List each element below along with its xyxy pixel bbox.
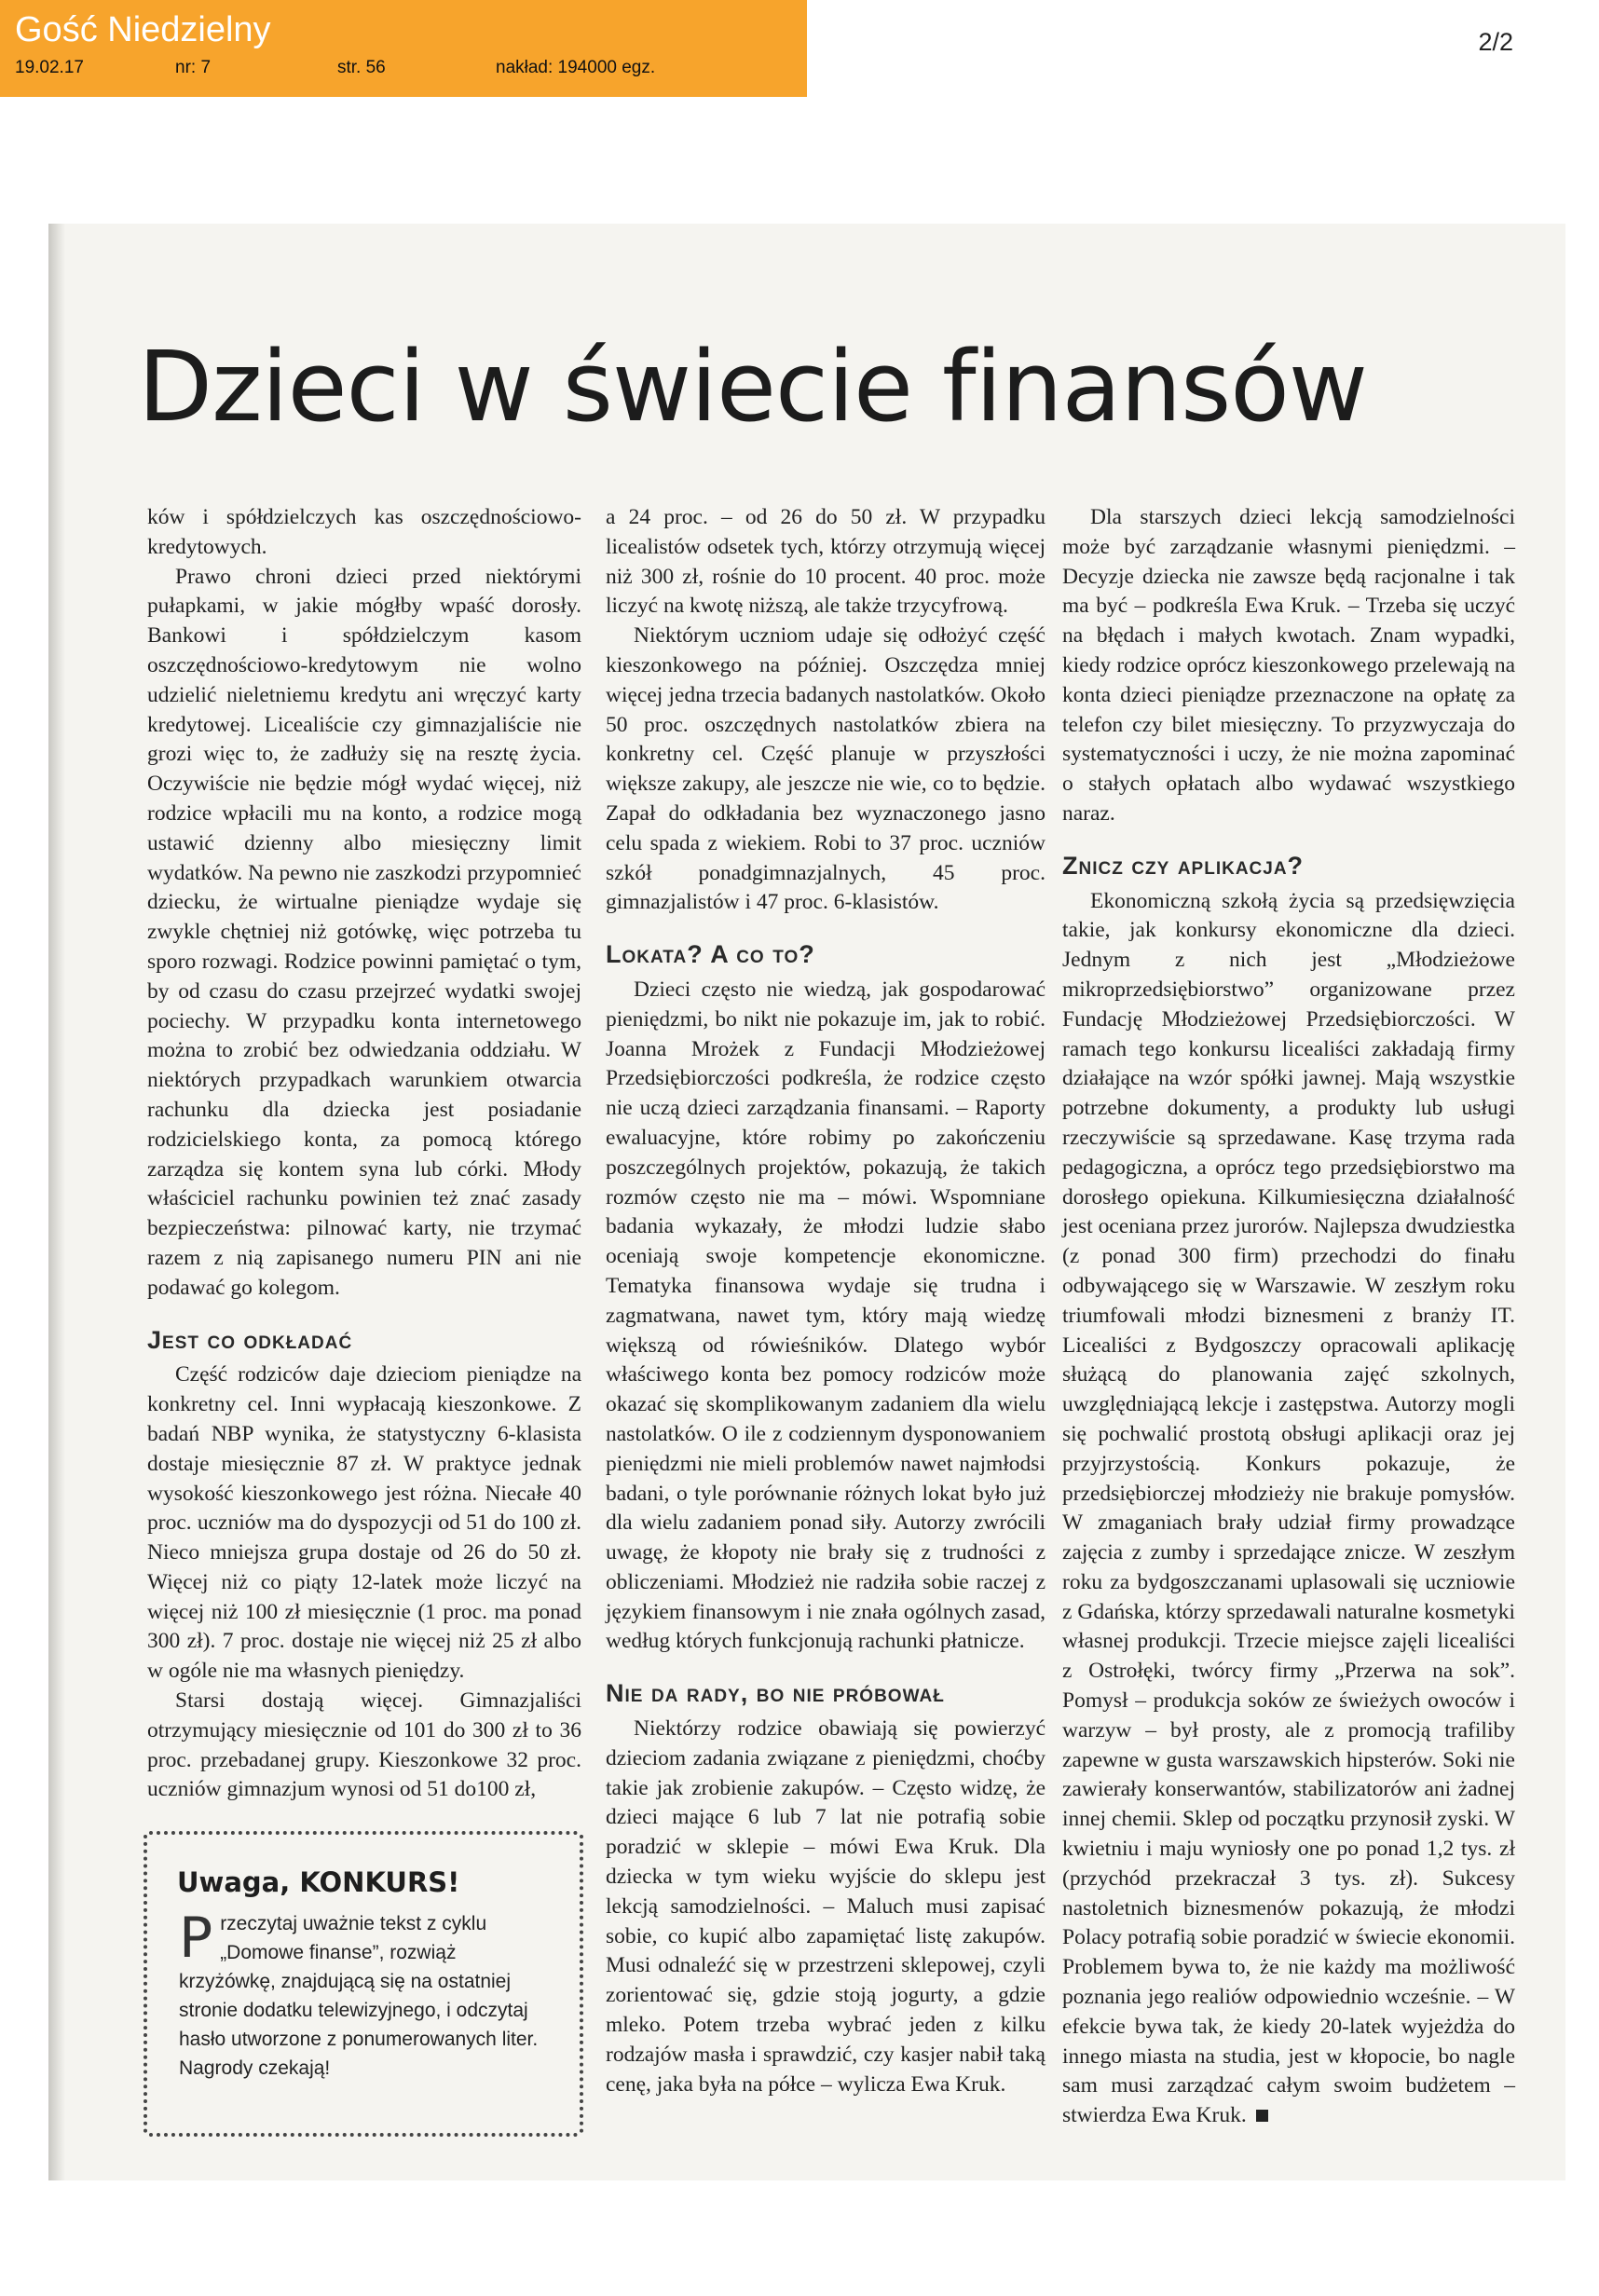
article-column-1 <box>147 503 581 1805</box>
circulation: nakład: 194000 egz. <box>496 58 656 77</box>
paragraph: Część rodziców daje dzieciom pieniądze na konkretny cel. Inni wypłacają kieszonkowe. Z badań NBP wynika, że statystyczny 6-klasista dostaje miesięcznie 87 zł. W praktyce jednak wysokość kieszonkowego jest różna. Niecałe 40 proc. uczniów ma do dyspozycji od 51 do 100 zł. Nieco mniejsza grupa dostaje od 26 do 50 zł. Więcej niż co piąty 12-latek może liczyć na więcej niż 100 zł miesięcznie (1 proc. ma ponad 300 zł). 7 proc. dostaje nie więcej niż 25 zł albo w ogóle nie ma własnych pieniędzy. <box>147 1362 581 1684</box>
page-indicator: 2/2 <box>1478 28 1513 56</box>
section-heading: Lokata? A co to? <box>606 940 815 969</box>
paragraph: a 24 proc. – od 26 do 50 zł. W przypadku licealistów odsetek tych, którzy otrzymują więcej niż 300 zł, rośnie do 10 procent. 40 proc. może liczyć na kwotę niższą, ale także trzycyfrową. <box>606 505 1046 619</box>
end-of-article-mark <box>1256 2110 1268 2122</box>
page-number-source: str. 56 <box>337 58 386 77</box>
section-heading: Znicz czy aplikacja? <box>1062 851 1305 880</box>
paragraph: Starsi dostają więcej. Gimnazjaliści otrzymujący miesięcznie od 101 do 300 zł to 36 proc. przebadanej grupy. Kieszonkowe 32 proc. uczniów gimnazjum wynosi od 51 do100 zł, <box>147 1688 581 1802</box>
issue-date: 19.02.17 <box>15 58 84 77</box>
publication-name: Gość Niedzielny <box>15 10 271 49</box>
contest-text: rzeczytaj uważnie tekst z cyklu „Domowe finanse”, rozwiąż krzyżówkę, znajdującą się na ostatniej stronie dodatku telewizyjnego, i odczytaj hasło utworzone z ponumerowanych liter. Nagrody czekają! <box>179 1913 539 2079</box>
issue-number: nr: 7 <box>175 58 212 77</box>
article-column-3 <box>1062 503 1515 2131</box>
article-title: Dzieci w świecie finansów <box>138 330 1367 444</box>
section-heading: Jest co odkładać <box>147 1325 353 1354</box>
contest-box <box>149 1831 578 2137</box>
paragraph: ków i spółdzielczych kas oszczędnościowo-kredytowych. <box>147 505 581 559</box>
paragraph: Prawo chroni dzieci przed niektórymi pułapkami, w jakie mógłby wpaść dorosły. Bankowi i spółdzielczym kasom oszczędnościowo-kredytowym nie wolno udzielić nieletniemu kredytu ani wręczyć karty kredytowej. Licealiście czy gimnazjaliście nie grozi więc to, że zadłuży się na resztę życia. Oczywiście nie będzie mógł wydać więcej, niż rodzice wpłacili mu na konto, a rodzice mogą ustawić dzienny albo miesięczny limit wydatków. Na pewno nie zaszkodzi przypomnieć dziecku, że wirtualne pieniądze wydaje się zwykle chętniej niż gotówkę, więc potrzeba tu sporo rozwagi. Rodzice powinni pamiętać o tym, by od czasu do czasu przejrzeć wydatki swojej pociechy. W przypadku konta internetowego można to zrobić bez odwiedzania oddziału. W niektórych przypadkach warunkiem otwarcia rachunku dla dziecka jest posiadanie rodzicielskiego konta, za pomocą którego zarządza się kontem syna lub córki. Młody właściciel rachunku powinien też znać zasady bezpieczeństwa: pilnować karty, nie trzymać razem z nią zapisanego numeru PIN ani nie podawać go kolegom. <box>147 564 581 1300</box>
drop-cap: P <box>179 1906 213 1971</box>
paragraph: Niektórym uczniom udaje się odłożyć część kieszonkowego na później. Oszczędza mniej więcej jedna trzecia badanych nastolatków. Około 50 proc. oszczędnych nastolatków zbiera na konkretny cel. Część planuje w przyszłości większe zakupy, ale jeszcze nie wie, co to będzie. Zapał do odkładania bez wyznaczonego jasno celu spada z wiekiem. Robi to 37 proc. uczniów szkół ponadgimnazjalnych, 45 proc. gimnazjalistów i 47 proc. 6-klasistów. <box>606 623 1046 915</box>
article-column-2 <box>606 503 1046 2099</box>
press-clipping-header <box>0 0 807 97</box>
contest-title: Uwaga, KONKURS! <box>177 1866 460 1898</box>
paragraph-text: Ekonomiczną szkołą życia są przedsięwzięcia takie, jak konkursy ekonomiczne dla dzieci. Jednym z nich jest „Młodzieżowe mikroprzedsiębiorstwo” organizowane przez Fundację Młodzieżowej Przedsiębiorczości. W ramach tego konkursu licealiści zakładają firmy działające na wzór spółki jawnej. Mają wszystkie potrzebne dokumenty, a produkty lub usługi rzeczywiście są sprzedawane. Kasę trzyma rada pedagogiczna, a oprócz tego przedsiębiorstwo ma dorosłego opiekuna. Kilkumiesięczna działalność jest oceniana przez jurorów. Najlepsza dwudziestka (z ponad 300 firm) przechodzi do finału odbywającego się w Warszawie. W zeszłym roku triumfowali młodzi biznesmeni z branży IT. Licealiści z Bydgoszczy opracowali aplikację służącą do planowania zajęć szkolnych, uwzględniającą lekcje i zastępstwa. Autorzy mogli się pochwalić prostotą obsługi aplikacji oraz jej przyjrzystością. Konkurs pokazuje, że przedsiębiorczej młodzieży nie brakuje pomysłów. W zmaganiach brały udział firmy prowadzące zajęcia z zumby i sprzedające znicze. W zeszłym roku za bydgoszczanami uplasowali się uczniowie z Gdańska, którzy sprzedawali naturalne kosmetyki własnej produkcji. Trzecie miejsce zajęli licealiści z Ostrołęki, twórcy firmy „Przerwa na sok”. Pomysł – produkcja soków ze świeżych owoców i warzyw – był prosty, ale z promocją trafiliby zapewne w gusta warszawskich hipsterów. Soki nie zawierały konserwantów, stabilizatorów ani żadnej innej chemii. Sklep od początku przynosił zyski. W kwietniu i maju wyniosły one po ponad 1,2 tys. zł (przychód przekraczał 3 tys. zł). Sukcesy nastoletnich biznesmenów pokazują, że młodzi Polacy potrafią sobie poradzić w świecie ekonomii. Problemem bywa to, że nie każdy ma możliwość poznania jego realiów odpowiednio wcześnie. – W efekcie bywa tak, że kiedy 20-latek wyjeżdża do innego miasta na studia, jest w kłopocie, bo nagle sam musi zarządzać całym swoim budżetem – stwierdza Ewa Kruk. <box>1062 888 1515 2128</box>
contest-text-block <box>179 1906 555 2083</box>
paragraph: Dla starszych dzieci lekcją samodzielności może być zarządzanie własnymi pieniędzmi. – Decyzje dziecka nie zawsze będą racjonalne i tak ma być – podkreśla Ewa Kruk. – Trzeba się uczyć na błędach i małych kwotach. Znam wypadki, kiedy rodzice oprócz kieszonkowego przelewają na konta dzieci pieniądze przeznaczone na opłatę za telefon czy bilet miesięczny. To przyzwyczaja do systematyczności i uczy, że nie można zapominać o stałych opłatach albo wydawać wszystkiego naraz. <box>1062 505 1515 826</box>
paragraph: Dzieci często nie wiedzą, jak gospodarować pieniędzmi, bo nikt nie pokazuje im, jak to robić. Joanna Mrożek z Fundacji Młodzieżowej Przedsiębiorczości podkreśla, że rodzice często nie uczą dzieci zarządzania finansami. – Raporty ewaluacyjne, które robimy po zakończeniu poszczególnych projektów, pokazują, że takich rozmów często nie ma – mówi. Wspomniane badania wykazały, że młodzi ludzie słabo oceniają swoje kompetencje ekonomiczne. Tematyka finansowa wydaje się trudna i zagmatwana, nawet tym, który mają wiedzę większą od rówieśników. Dlatego wybór właściwego konta bez pomocy rodziców może okazać się skomplikowanym zadaniem dla wielu nastolatków. O ile z codziennym dysponowaniem pieniędzmi nie mieli problemów nawet najmłodsi badani, o tyle porównanie różnych lokat było już dla wielu zadaniem ponad siły. Autorzy zwrócili uwagę, że kłopoty nie brały się z trudności z obliczeniami. Młodzież nie radziła sobie raczej z językiem finansowym i nie znała ogólnych zasad, według których funkcjonują rachunki płatnicze. <box>606 977 1046 1654</box>
paragraph-final <box>1062 887 1515 2131</box>
paragraph: Niektórzy rodzice obawiają się powierzyć dzieciom zadania związane z pieniędzmi, choćby takie jak zrobienie zakupów. – Często widzę, że dzieci mające 6 lub 7 lat nie potrafią sobie poradzić w sklepie – mówi Ewa Kruk. Dla dziecka w tym wieku wyjście do sklepu jest lekcją samodzielności. – Maluch musi zapisać sobie, co kupić albo zapamiętać listę zakupów. Musi odnaleźć się w przestrzeni sklepowej, czyli zorientować się, gdzie stoją jogurty, a gdzie mleko. Potem trzeba wybrać jeden z kilku rodzajów masła i sprawdzić, czy kasjer nabił taką cenę, jaka była na półce – wylicza Ewa Kruk. <box>606 1716 1046 2097</box>
section-heading: Nie da rady, bo nie próbował <box>606 1679 945 1708</box>
